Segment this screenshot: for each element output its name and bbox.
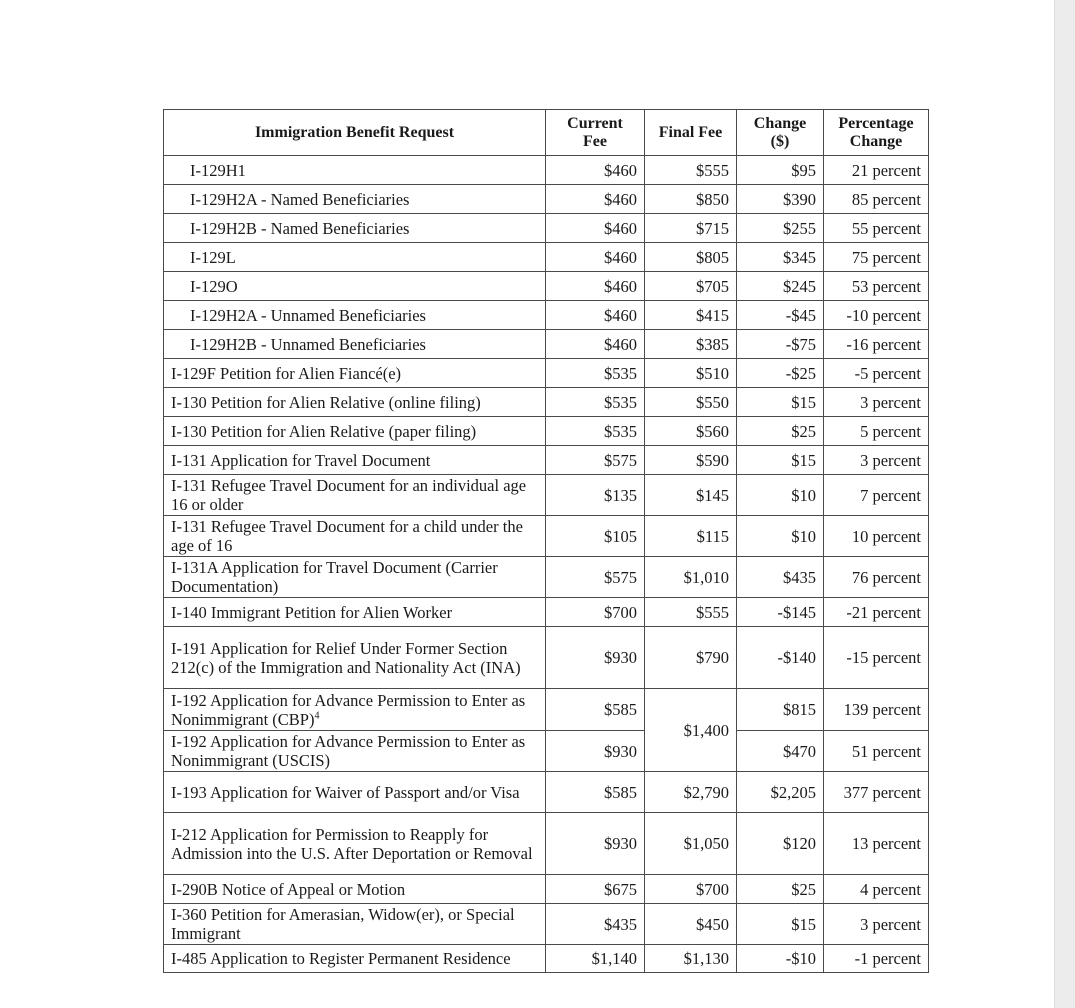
change-amount: -$45 bbox=[737, 301, 824, 330]
request-name: I-129L bbox=[164, 243, 546, 272]
percent-change: 75 percent bbox=[824, 243, 929, 272]
percent-change: 7 percent bbox=[824, 475, 929, 516]
header-change: Change ($) bbox=[737, 110, 824, 156]
change-amount: $2,205 bbox=[737, 772, 824, 813]
change-amount: $815 bbox=[737, 689, 824, 731]
request-name: I-192 Application for Advance Permission to Enter as Nonimmigrant (USCIS) bbox=[164, 731, 546, 772]
request-name: I-485 Application to Register Permanent Residence bbox=[164, 945, 546, 973]
request-name: I-192 Application for Advance Permission to Enter as Nonimmigrant (CBP)$^4$ bbox=[164, 689, 546, 731]
percent-change: 51 percent bbox=[824, 731, 929, 772]
request-name: I-360 Petition for Amerasian, Widow(er), or Special Immigrant bbox=[164, 904, 546, 945]
percent-change: -15 percent bbox=[824, 627, 929, 689]
request-name: I-129F Petition for Alien Fiancé(e) bbox=[164, 359, 546, 388]
request-name: I-193 Application for Waiver of Passport and/or Visa bbox=[164, 772, 546, 813]
current-fee: $460 bbox=[546, 301, 645, 330]
current-fee: $585 bbox=[546, 772, 645, 813]
final-fee: $450 bbox=[645, 904, 737, 945]
table-row bbox=[164, 557, 929, 598]
request-name: I-130 Petition for Alien Relative (paper filing) bbox=[164, 417, 546, 446]
table-row bbox=[164, 598, 929, 627]
table-row bbox=[164, 301, 929, 330]
percent-change: 139 percent bbox=[824, 689, 929, 731]
final-fee: $700 bbox=[645, 875, 737, 904]
change-amount: $25 bbox=[737, 875, 824, 904]
request-name: I-129H2B - Named Beneficiaries bbox=[164, 214, 546, 243]
change-amount: $255 bbox=[737, 214, 824, 243]
table-row bbox=[164, 185, 929, 214]
scrollbar-track[interactable] bbox=[1054, 0, 1075, 1008]
final-fee: $590 bbox=[645, 446, 737, 475]
final-fee: $385 bbox=[645, 330, 737, 359]
current-fee: $675 bbox=[546, 875, 645, 904]
current-fee: $930 bbox=[546, 627, 645, 689]
current-fee: $1,140 bbox=[546, 945, 645, 973]
change-amount: $390 bbox=[737, 185, 824, 214]
current-fee: $535 bbox=[546, 359, 645, 388]
percent-change: 21 percent bbox=[824, 156, 929, 185]
final-fee: $415 bbox=[645, 301, 737, 330]
footnote-marker: 4 bbox=[314, 710, 320, 721]
request-name: I-191 Application for Relief Under Former Section 212(c) of the Immigration and Nationality Act (INA) bbox=[164, 627, 546, 689]
change-amount: $95 bbox=[737, 156, 824, 185]
percent-change: -16 percent bbox=[824, 330, 929, 359]
table-row bbox=[164, 330, 929, 359]
percent-change: 3 percent bbox=[824, 446, 929, 475]
final-fee: $560 bbox=[645, 417, 737, 446]
table-row bbox=[164, 689, 929, 731]
table-row bbox=[164, 243, 929, 272]
request-name: I-140 Immigrant Petition for Alien Worker bbox=[164, 598, 546, 627]
current-fee: $460 bbox=[546, 243, 645, 272]
header-current-fee: Current Fee bbox=[546, 110, 645, 156]
request-name: I-212 Application for Permission to Reapply for Admission into the U.S. After Deportation or Removal bbox=[164, 813, 546, 875]
current-fee: $460 bbox=[546, 330, 645, 359]
table-row bbox=[164, 156, 929, 185]
request-name: I-130 Petition for Alien Relative (online filing) bbox=[164, 388, 546, 417]
final-fee: $510 bbox=[645, 359, 737, 388]
change-amount: $345 bbox=[737, 243, 824, 272]
final-fee: $1,050 bbox=[645, 813, 737, 875]
percent-change: 377 percent bbox=[824, 772, 929, 813]
change-amount: $435 bbox=[737, 557, 824, 598]
table-row bbox=[164, 772, 929, 813]
final-fee: $1,130 bbox=[645, 945, 737, 973]
percent-change: 5 percent bbox=[824, 417, 929, 446]
change-amount: $245 bbox=[737, 272, 824, 301]
current-fee: $105 bbox=[546, 516, 645, 557]
header-final-fee: Final Fee bbox=[645, 110, 737, 156]
percent-change: 53 percent bbox=[824, 272, 929, 301]
final-fee: $2,790 bbox=[645, 772, 737, 813]
current-fee: $460 bbox=[546, 185, 645, 214]
table-row bbox=[164, 627, 929, 689]
current-fee: $575 bbox=[546, 446, 645, 475]
percent-change: -10 percent bbox=[824, 301, 929, 330]
final-fee: $790 bbox=[645, 627, 737, 689]
change-amount: $10 bbox=[737, 516, 824, 557]
percent-change: 13 percent bbox=[824, 813, 929, 875]
percent-change: -5 percent bbox=[824, 359, 929, 388]
table-row bbox=[164, 417, 929, 446]
request-name: I-131A Application for Travel Document (Carrier Documentation) bbox=[164, 557, 546, 598]
current-fee: $585 bbox=[546, 689, 645, 731]
current-fee: $460 bbox=[546, 156, 645, 185]
table-row bbox=[164, 875, 929, 904]
percent-change: 55 percent bbox=[824, 214, 929, 243]
header-benefit-request: Immigration Benefit Request bbox=[164, 110, 546, 156]
table-row bbox=[164, 359, 929, 388]
final-fee: $550 bbox=[645, 388, 737, 417]
change-amount: $25 bbox=[737, 417, 824, 446]
request-name: I-129H2B - Unnamed Beneficiaries bbox=[164, 330, 546, 359]
percent-change: 3 percent bbox=[824, 388, 929, 417]
table-row bbox=[164, 214, 929, 243]
table-row bbox=[164, 272, 929, 301]
request-name: I-129H1 bbox=[164, 156, 546, 185]
request-name: I-129H2A - Unnamed Beneficiaries bbox=[164, 301, 546, 330]
final-fee: $145 bbox=[645, 475, 737, 516]
final-fee: $715 bbox=[645, 214, 737, 243]
current-fee: $575 bbox=[546, 557, 645, 598]
final-fee: $555 bbox=[645, 598, 737, 627]
current-fee: $700 bbox=[546, 598, 645, 627]
change-amount: -$25 bbox=[737, 359, 824, 388]
table-row bbox=[164, 904, 929, 945]
table-row bbox=[164, 388, 929, 417]
change-amount: $15 bbox=[737, 388, 824, 417]
final-fee: $115 bbox=[645, 516, 737, 557]
change-amount: $15 bbox=[737, 446, 824, 475]
change-amount: $10 bbox=[737, 475, 824, 516]
final-fee: $1,400 bbox=[645, 689, 737, 772]
current-fee: $930 bbox=[546, 731, 645, 772]
change-amount: -$145 bbox=[737, 598, 824, 627]
table-row bbox=[164, 475, 929, 516]
percent-change: 4 percent bbox=[824, 875, 929, 904]
request-name: I-131 Refugee Travel Document for an individual age 16 or older bbox=[164, 475, 546, 516]
change-amount: -$75 bbox=[737, 330, 824, 359]
percent-change: 76 percent bbox=[824, 557, 929, 598]
current-fee: $460 bbox=[546, 272, 645, 301]
final-fee: $555 bbox=[645, 156, 737, 185]
current-fee: $135 bbox=[546, 475, 645, 516]
percent-change: 10 percent bbox=[824, 516, 929, 557]
table-row bbox=[164, 813, 929, 875]
request-name: I-290B Notice of Appeal or Motion bbox=[164, 875, 546, 904]
request-name: I-129H2A - Named Beneficiaries bbox=[164, 185, 546, 214]
change-amount: $470 bbox=[737, 731, 824, 772]
table-row bbox=[164, 945, 929, 973]
table-row bbox=[164, 446, 929, 475]
change-amount: $120 bbox=[737, 813, 824, 875]
final-fee: $1,010 bbox=[645, 557, 737, 598]
percent-change: -1 percent bbox=[824, 945, 929, 973]
final-fee: $805 bbox=[645, 243, 737, 272]
change-amount: -$140 bbox=[737, 627, 824, 689]
percent-change: -21 percent bbox=[824, 598, 929, 627]
request-name: I-129O bbox=[164, 272, 546, 301]
current-fee: $460 bbox=[546, 214, 645, 243]
change-amount: -$10 bbox=[737, 945, 824, 973]
current-fee: $435 bbox=[546, 904, 645, 945]
current-fee: $535 bbox=[546, 388, 645, 417]
fee-table bbox=[163, 109, 929, 973]
request-name: I-131 Application for Travel Document bbox=[164, 446, 546, 475]
final-fee: $705 bbox=[645, 272, 737, 301]
percent-change: 3 percent bbox=[824, 904, 929, 945]
header-percentage-change: Percentage Change bbox=[824, 110, 929, 156]
percent-change: 85 percent bbox=[824, 185, 929, 214]
table-row bbox=[164, 516, 929, 557]
current-fee: $930 bbox=[546, 813, 645, 875]
current-fee: $535 bbox=[546, 417, 645, 446]
header-row bbox=[164, 110, 929, 156]
final-fee: $850 bbox=[645, 185, 737, 214]
request-name: I-131 Refugee Travel Document for a child under the age of 16 bbox=[164, 516, 546, 557]
table-row bbox=[164, 731, 929, 772]
change-amount: $15 bbox=[737, 904, 824, 945]
